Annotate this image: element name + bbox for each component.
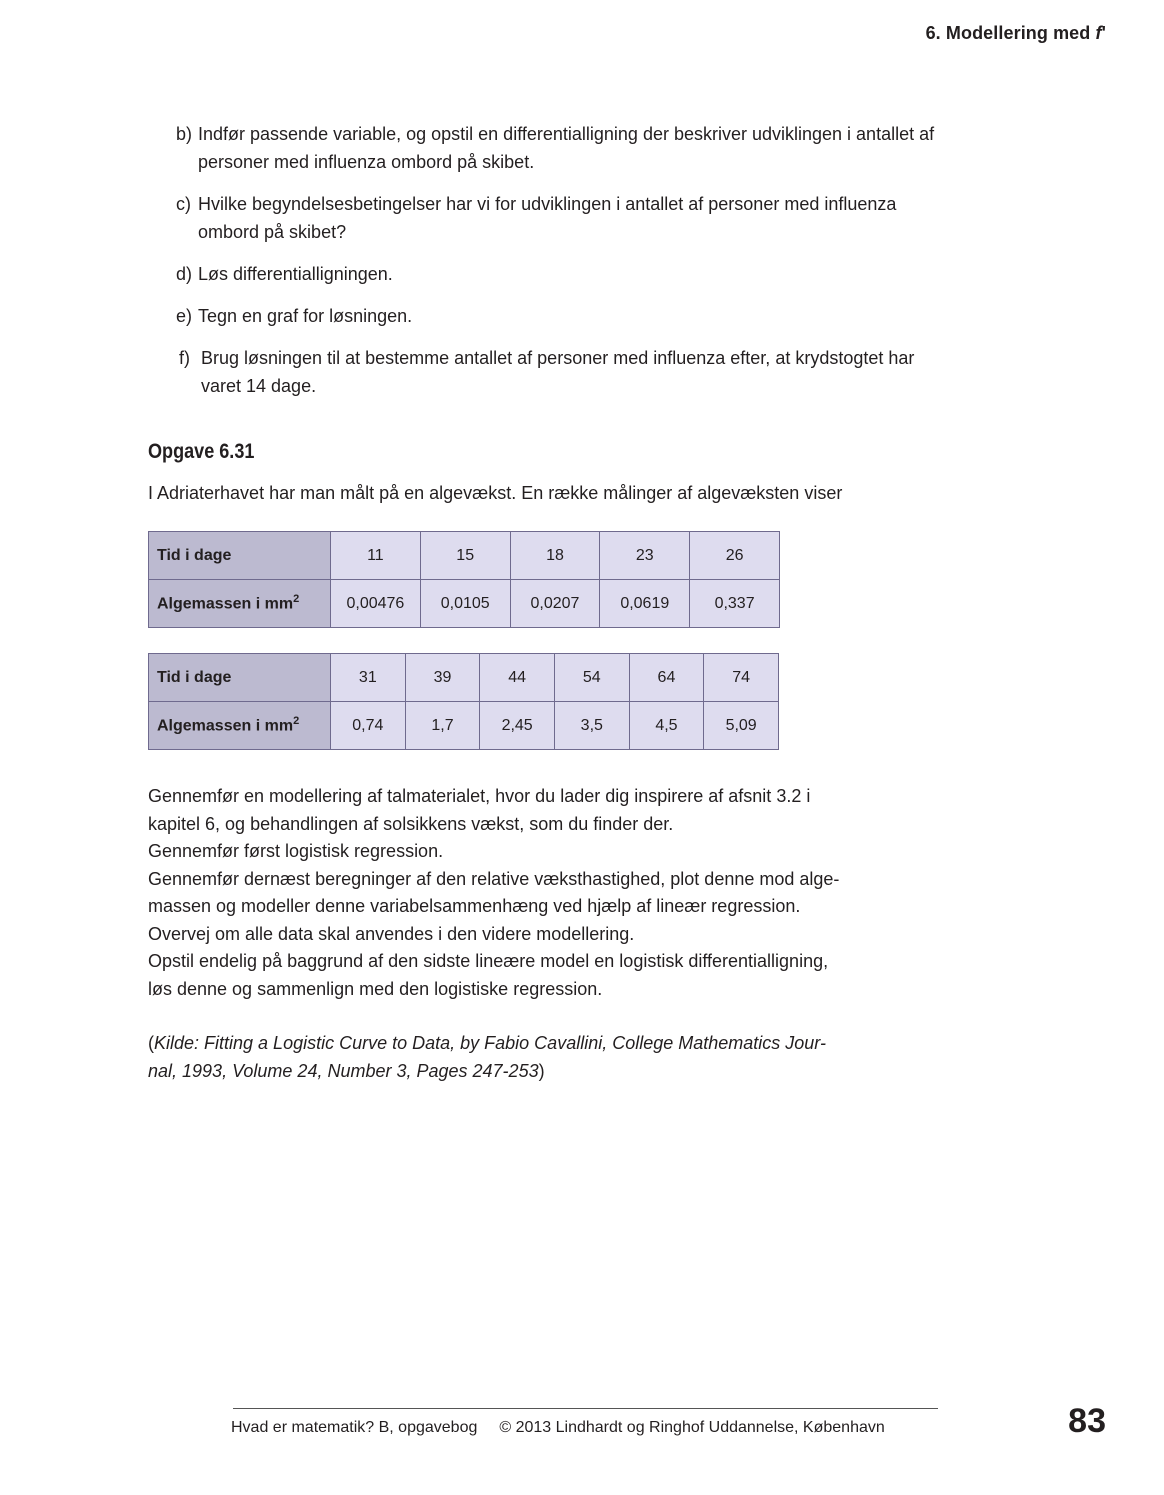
question-f [176,344,936,400]
running-header [926,23,1106,44]
source-line-2 [148,1058,908,1086]
question-text: Brug løsningen til at bestemme antallet af personer med influenza efter, at krydstogtet har varet 14 dage. [201,348,915,396]
row-header-mass-text: Algemassen i mm [157,595,294,613]
body-line: løs denne og sammenlign med den logistiske regression. [148,978,603,999]
row-header-mass [149,580,331,628]
question-text: Løs differentialligningen. [198,264,393,284]
body-line: massen og modeller denne variabelsammenhæng ved hjælp af lineær regression. [148,896,801,916]
table-cell: 0,00476 [331,580,421,628]
table-cell: 4,5 [629,702,704,750]
table-cell: 31 [331,654,406,702]
table-cell: 26 [690,532,780,580]
chapter-title: 6. Modellering med [925,23,1096,43]
table-cell: 0,0619 [600,580,690,628]
exercise-body [148,783,908,1003]
row-header-mass-text: Algemassen i mm [157,717,294,735]
question-label: b) [176,124,193,144]
table-cell: 15 [420,532,510,580]
question-label: d) [176,264,193,284]
table-row-days [149,532,780,580]
table-cell: 11 [331,532,421,580]
question-list [176,120,936,414]
question-d [176,260,936,288]
exercise-title: Opgave 6.31 [148,440,255,463]
table-cell: 5,09 [704,702,779,750]
body-line: Gennemfør dernæst beregninger af den relative væksthastighed, plot denne mod alge- [148,868,840,889]
question-text: Hvilke begyndelsesbetingelser har vi for udviklingen i antallet af personer med influenza ombord på skibet? [198,194,897,242]
prime-symbol: ' [1101,23,1106,43]
table-cell: 3,5 [554,702,629,750]
question-c [176,190,936,246]
copyright: © 2013 Lindhardt og Ringhof Uddannelse, København [499,1419,885,1436]
body-line: Gennemfør først logistisk regression. [148,841,444,861]
question-label: e) [176,306,193,326]
table-row-mass [149,580,780,628]
table-cell: 0,0105 [420,580,510,628]
data-table-1 [148,531,780,628]
table-cell: 0,0207 [510,580,600,628]
body-line: Gennemfør en modellering af talmaterialet, hvor du lader dig inspirere af afsnit 3.2 i [148,786,811,806]
row-header-days: Tid i dage [149,532,331,580]
row-header-mass [149,702,331,750]
question-text: Tegn en graf for løsningen. [198,306,413,326]
page-number: 83 [1068,1402,1106,1440]
question-label: c) [176,194,191,214]
question-e [176,302,936,330]
table-cell: 44 [480,654,555,702]
source-text: Kilde: Fitting a Logistic Curve to Data, by Fabio Cavallini, College Mathematics Jour- [154,1033,826,1053]
paren-open: ( [148,1033,154,1053]
body-line: Opstil endelig på baggrund af den sidste lineære model en logistisk differentialligning, [148,951,829,971]
table-cell: 18 [510,532,600,580]
superscript: 2 [293,715,300,728]
table-cell: 1,7 [405,702,480,750]
source-text: nal, 1993, Volume 24, Number 3, Pages 247-253 [148,1060,539,1081]
question-label: f) [179,348,190,368]
table-row-mass [149,702,779,750]
exercise-intro: I Adriaterhavet har man målt på en algevækst. En række målinger af algevæksten viser [148,483,843,503]
table-cell: 0,337 [690,580,780,628]
source-line-1 [148,1030,908,1058]
table-cell: 54 [554,654,629,702]
row-header-days: Tid i dage [149,654,331,702]
superscript: 2 [293,593,300,606]
table-cell: 2,45 [480,702,555,750]
table-cell: 39 [405,654,480,702]
paren-close: ) [538,1060,545,1081]
f-symbol: f [1095,23,1102,43]
question-b [176,120,936,176]
footer [231,1419,885,1437]
body-line: Overvej om alle data skal anvendes i den videre modellering. [148,923,635,944]
table-cell: 64 [629,654,704,702]
footer-rule [233,1408,938,1409]
table-cell: 0,74 [331,702,406,750]
data-table-2 [148,653,779,750]
table-row-days [149,654,779,702]
question-text: Indfør passende variable, og opstil en differentialligning der beskriver udviklingen i antallet af personer med influenza ombord på skibet. [198,124,935,172]
book-title: Hvad er matematik? B, opgavebog [231,1419,478,1436]
table-cell: 23 [600,532,690,580]
body-line: kapitel 6, og behandlingen af solsikkens vækst, som du finder der. [148,813,674,834]
source-citation [148,1030,908,1085]
table-cell: 74 [704,654,779,702]
